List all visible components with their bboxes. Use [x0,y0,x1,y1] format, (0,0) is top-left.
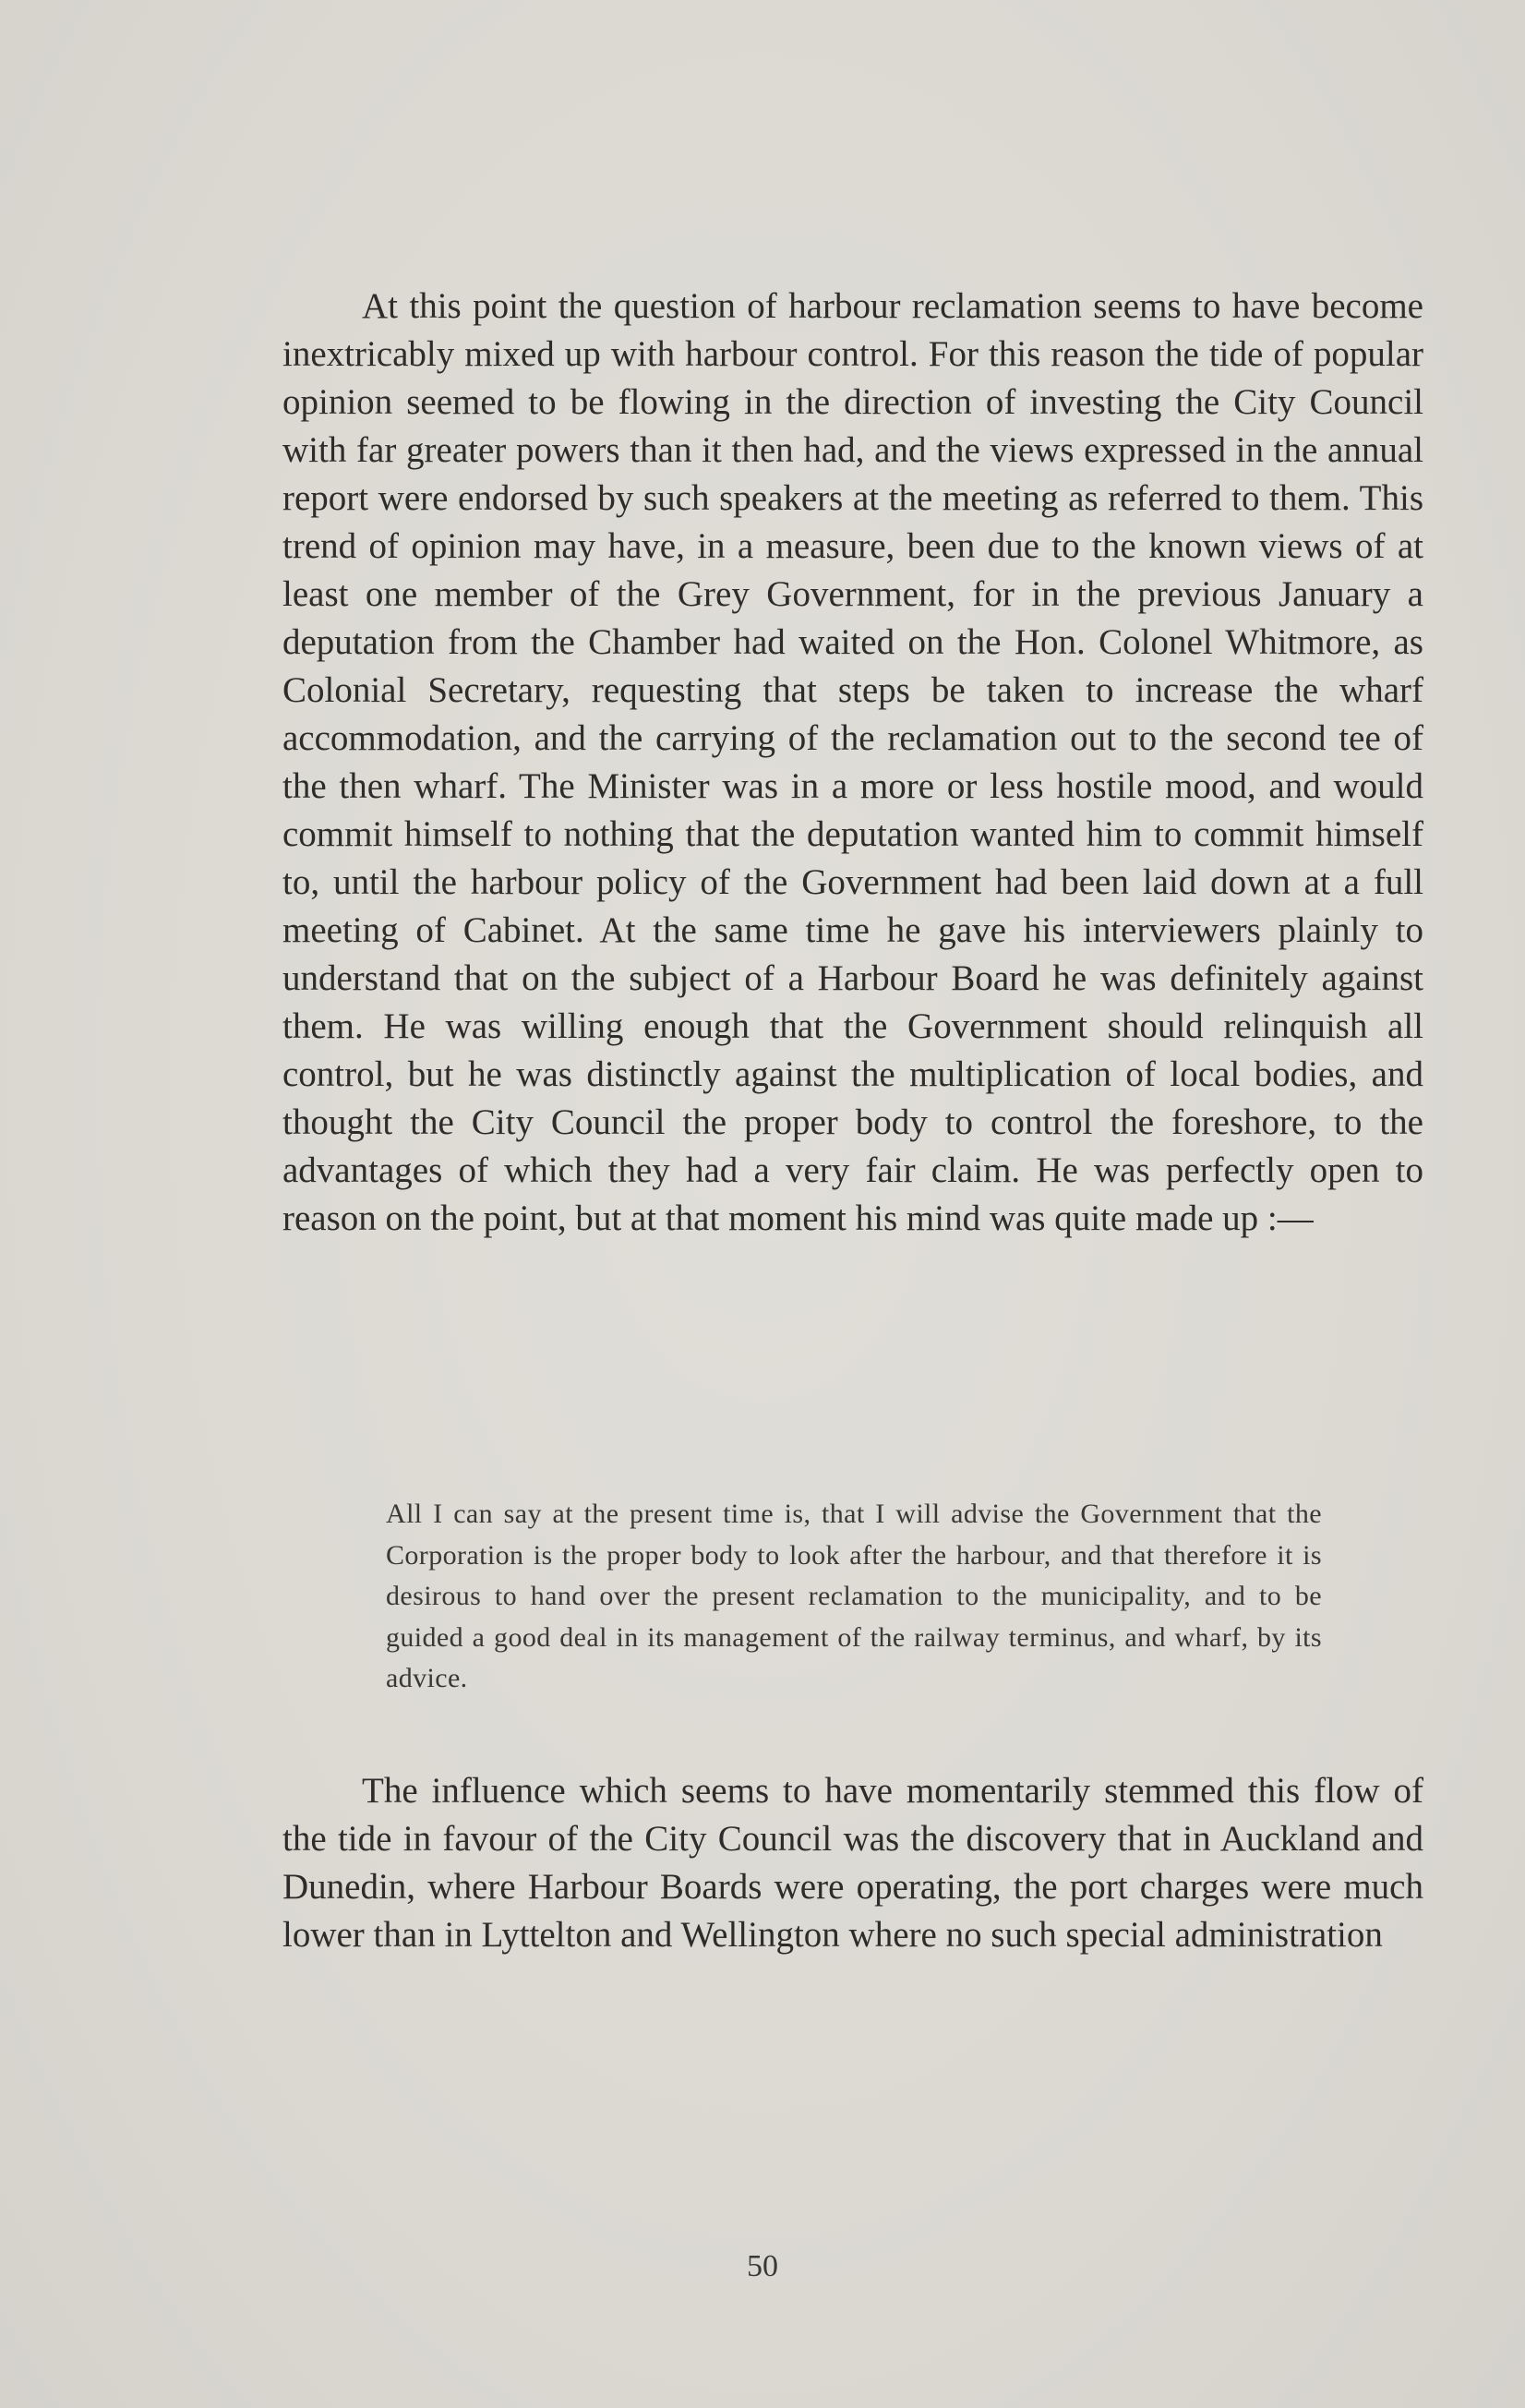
body-paragraph-1: At this point the question of harbour reclamation seems to have become inextricably mixed up with harbour control. For this reason the tide of popular opinion seemed to be flowing in the direction of investing the City Council with far greater powers than it then had, and the views expressed in the annual report were endorsed by such speakers at the meeting as referred to them. This trend of opinion may have, in a measure, been due to the known views of at least one member of the Grey Government, for in the previous January a deputation from the Chamber had waited on the Hon. Colonel Whitmore, as Colonial Secretary, requesting that steps be taken to increase the wharf accommodation, and the carrying of the reclamation out to the second tee of the then wharf. The Minister was in a more or less hostile mood, and would commit himself to nothing that the deputation wanted him to commit himself to, until the harbour policy of the Government had been laid down at a full meeting of Cabinet. At the same time he gave his interviewers plainly to understand that on the subject of a Harbour Board he was definitely against them. He was willing enough that the Government should relinquish all control, but he was distinctly against the multiplication of local bodies, and thought the City Council the proper body to control the foreshore, to the advantages of which they had a very fair claim. He was perfectly open to reason on the point, but at that moment his mind was quite made up :— [282,286,1423,1238]
page-number: 50 [747,2249,778,2283]
body-paragraph-2: The influence which seems to have momentarily stemmed this flow of the tide in favour of the City Council was the discovery that in Auckland and Dunedin, where Harbour Boards were operating, the port charges were much lower than in Lyttelton and Wellington where no such special administration [282,1771,1423,1955]
block-quote: All I can say at the present time is, that I will advise the Government that the Corporation is the proper body to look after the harbour, and that therefore it is desirous to hand over the present reclamation to the municipality, and to be guided a good deal in its management of the railway terminus, and wharf, by its advice. [386,1499,1322,1693]
